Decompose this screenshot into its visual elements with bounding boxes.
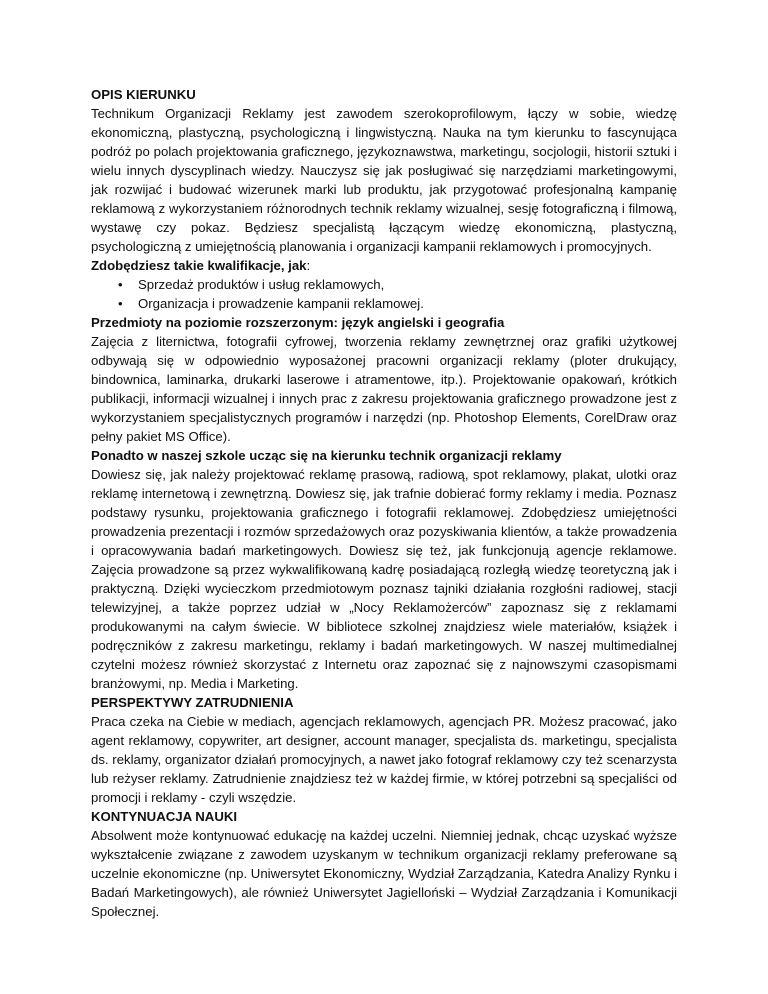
heading-kwalifikacje-colon: :: [306, 258, 311, 273]
paragraph-przedmioty: Zajęcia z liternictwa, fotografii cyfrowej, tworzenia reklamy zewnętrznej oraz grafiki użytkowej odbywają się w odpowiednio wyposażonej pracowni organizacji reklamy (ploter drukujący, bindownica, laminarka, drukarki laserowe i atramentowe, itp.). Projektowanie opakowań, krótkich publikacji, informacji wizualnej i innych prac z zakresu projektowania graficznego prowadzone jest z wykorzystaniem specjalistycznych programów i narzędzi (np. Photoshop Elements, CorelDraw oraz pełny pakiet MS Office).: [91, 334, 677, 444]
list-item: [91, 294, 677, 313]
document-page: [91, 85, 677, 921]
list-item: [91, 275, 677, 294]
heading-ponadto: Ponadto w naszej szkole ucząc się na kierunku technik organizacji reklamy: [91, 448, 562, 463]
bullet-dot-icon: •: [118, 277, 123, 292]
paragraph-opis-kierunku: Technikum Organizacji Reklamy jest zawodem szerokoprofilowym, łączy w sobie, wiedzę ekonomiczną, plastyczną, psychologiczną i lingwistyczną. Nauka na tym kierunku to fascynująca podróż po polach projektowania graficznego, językoznawstwa, marketingu, socjologii, historii sztuki i wielu innych dyscyplinach wiedzy. Nauczysz się jak posługiwać się narzędziami marketingowymi, jak rozwijać i budować wizerunek marki lub produktu, jak przygotować profesjonalną kampanię reklamową z wykorzystaniem różnorodnych technik reklamy wizualnej, sesję fotograficzną i filmową, wystawę czy pokaz. Będziesz specjalistą łączącym wiedzę ekonomiczną, plastyczną, psychologiczną z umiejętnością planowania i organizacji kampanii reklamowych i promocyjnych.: [91, 106, 677, 254]
paragraph-kontynuacja: Absolwent może kontynuować edukację na każdej uczelni. Niemniej jednak, chcąc uzyskać wyższe wykształcenie związane z zawodem uzyskanym w technikum organizacji reklamy preferowane są uczelnie ekonomiczne (np. Uniwersytet Ekonomiczny, Wydział Zarządzania, Katedra Analizy Rynku i Badań Marketingowych), ale również Uniwersytet Jagielloński – Wydział Zarządzania i Komunikacji Społecznej.: [91, 828, 678, 919]
list-item-text: Sprzedaż produktów i usług reklamowych,: [138, 277, 385, 292]
heading-opis-kierunku: OPIS KIERUNKU: [91, 87, 196, 102]
bullet-dot-icon: •: [118, 296, 123, 311]
heading-kwalifikacje-line: [91, 256, 677, 275]
heading-kwalifikacje: Zdobędziesz takie kwalifikacje, jak: [91, 258, 307, 273]
qualifications-list: [91, 275, 677, 313]
heading-przedmioty: Przedmioty na poziomie rozszerzonym: język angielski i geografia: [91, 315, 505, 330]
heading-perspektywy: PERSPEKTYWY ZATRUDNIENIA: [91, 695, 294, 710]
paragraph-ponadto: Dowiesz się, jak należy projektować reklamę prasową, radiową, spot reklamowy, plakat, ulotki oraz reklamę internetową i zewnętrzną. Dowiesz się, jak trafnie dobierać formy reklamy i media. Poznasz podstawy rysunku, projektowania graficznego i fotografii reklamowej. Zdobędziesz umiejętności prowadzenia prezentacji i rozmów sprzedażowych oraz pozyskiwania klientów, a także prowadzenia i opracowywania badań marketingowych. Dowiesz się też, jak funkcjonują agencje reklamowe. Zajęcia prowadzone są przez wykwalifikowaną kadrę posiadającą rozległą wiedzę teoretyczną jak i praktyczną. Dzięki wycieczkom przedmiotowym poznasz tajniki działania rozgłośni radiowej, stacji telewizyjnej, a także poprzez udział w „Nocy Reklamożerców” zapoznasz się z reklamami produkowanymi na całym świecie. W bibliotece szkolnej znajdziesz wiele materiałów, książek i podręczników z zakresu marketingu, reklamy i badań marketingowych. W naszej multimedialnej czytelni możesz również skorzystać z Internetu oraz zapoznać się z najnowszymi czasopismami branżowymi, np. Media i Marketing.: [91, 467, 677, 691]
list-item-text: Organizacja i prowadzenie kampanii reklamowej.: [138, 296, 424, 311]
heading-kontynuacja: KONTYNUACJA NAUKI: [91, 809, 238, 824]
paragraph-perspektywy: Praca czeka na Ciebie w mediach, agencjach reklamowych, agencjach PR. Możesz pracować, jako agent reklamowy, copywriter, art designer, account manager, specjalista ds. marketingu, specjalista ds. reklamy, organizator działań promocyjnych, a nawet jako fotograf reklamowy czy też scenarzysta lub reżyser reklamy. Zatrudnienie znajdziesz też w każdej firmie, w której potrzebni są specjaliści od promocji i reklamy - czyli wszędzie.: [91, 714, 677, 805]
